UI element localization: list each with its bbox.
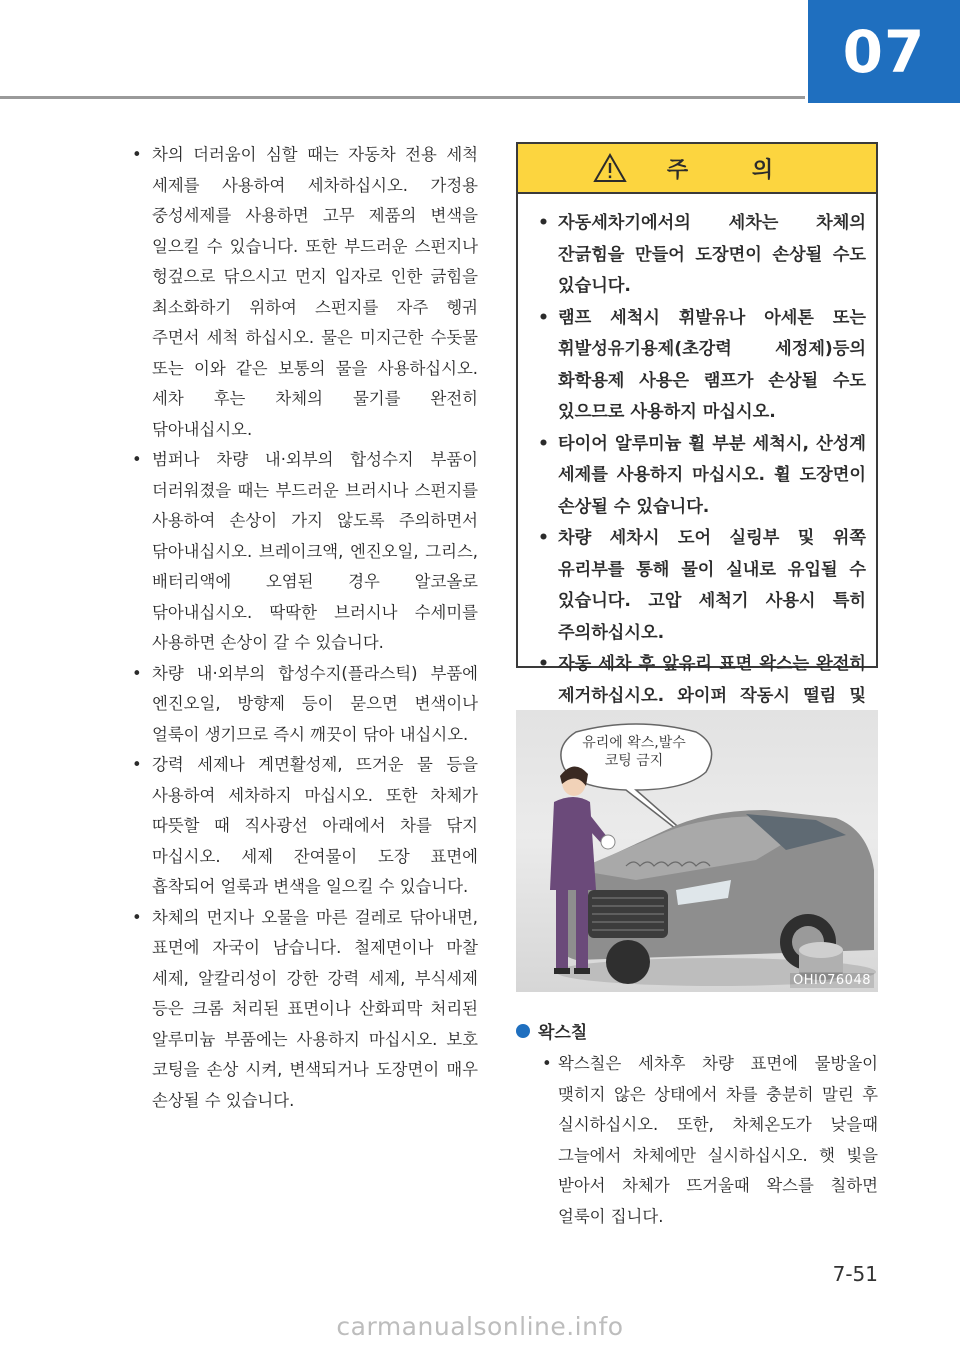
chapter-tab (808, 0, 960, 103)
warning-triangle-icon (593, 153, 627, 183)
list-item: • 자동 세차 후 앞유리 표면 왁스는 완전히 제거하십시오. 와이퍼 작동시 떨림 및 (532, 649, 866, 744)
list-item: • 타이어 알루미늄 휠 부분 세척시, 산성계 세제를 사용하지 마십시오. 휠 도장면이 손상될 수 있습니다. (532, 429, 866, 524)
list-item: • 범퍼나 차량 내·외부의 합성수지 부품이 더러워졌을 때는 부드러운 브러시나 스펀지를 사용하여 손상이 가지 않도록 주의하면서 닦아내십시오. 브레이크액, 엔진오일, 그리스, 배터리액에 오염된 경우 알코올로 닦아내십시오. 딱딱한 브러시나 수세미를 사용하면 손상이 갈 수 있습니다. (128, 445, 478, 659)
section-heading (516, 1018, 878, 1043)
chapter-number: 07 (842, 17, 926, 86)
bubble-line: 유리에 왁스,발수 (582, 735, 686, 751)
illustration-code: OHI076048 (790, 973, 874, 988)
bubble-line: 코팅 금지 (604, 753, 664, 769)
list-item: • 차의 더러움이 심할 때는 자동차 전용 세척 세제를 사용하여 세차하십시오. 가정용 중성세제를 사용하면 고무 제품의 변색을 일으킬 수 있습니다. 또한 부드러운 스펀지나 헝겊으로 닦으시고 먼지 입자로 인한 긁힘을 최소화하기 위하여 스펀지를 자주 헹궈 주면서 세척 하십시오. 물은 미지근한 수돗물 또는 이와 같은 보통의 물을 사용하십시오. 세차 후는 차체의 물기를 완전히 닦아내십시오. (128, 140, 478, 445)
speech-bubble-text (574, 734, 694, 770)
car-wheel (606, 940, 650, 984)
car-waxing-illustration (516, 710, 878, 992)
list-item: • 자동세차기에서의 세차는 차체의 잔긁힘을 만들어 도장면이 손상될 수도 있습니다. (532, 208, 866, 303)
header-rule (0, 96, 805, 99)
page-number: 7-51 (832, 1262, 878, 1286)
left-column (128, 140, 478, 1116)
care-instructions-list (128, 140, 478, 1116)
list-item: • 강력 세제나 계면활성제, 뜨거운 물 등을 사용하여 세차하지 마십시오. 또한 차체가 따뜻할 때 직사광선 아래에서 차를 닦지 마십시오. 세제 잔여물이 도장 표면에 흡착되어 얼룩과 변색을 일으킬 수 있습니다. (128, 750, 478, 903)
wax-list (516, 1049, 878, 1232)
list-item: • 차량 세차시 도어 실링부 및 위쪽 유리부를 통해 물이 실내로 유입될 수 있습니다. 고압 세척기 사용시 특히 주의하십시오. (532, 523, 866, 649)
section-heading-text: 왁스칠 (538, 1023, 588, 1043)
illustration-drawing (516, 710, 878, 992)
section-bullet-icon (516, 1024, 530, 1038)
caution-box (516, 142, 878, 706)
caution-title: 주 의 (666, 157, 802, 183)
watermark: carmanualsonline.info (336, 1312, 624, 1341)
list-item: • 램프 세척시 휘발유나 아세톤 또는 휘발성유기용제(초강력 세정제)등의 화학용제 사용은 램프가 손상될 수도 있으므로 사용하지 마십시오. (532, 303, 866, 429)
list-item: • 차체의 먼지나 오물을 마른 걸레로 닦아내면, 표면에 자국이 남습니다. 철제면이나 마찰 세제, 알칼리성이 강한 강력 세제, 부식세제 등은 크롬 처리된 표면이나 산화피막 처리된 알루미늄 부품에는 사용하지 마십시오. 보호 코팅을 손상 시켜, 변색되거나 도장면이 매우 손상될 수 있습니다. (128, 903, 478, 1117)
list-item: • 왁스칠은 세차후 차량 표면에 물방울이 맺히지 않은 상태에서 차를 충분히 말린 후 실시하십시오. 또한, 차체온도가 낮을때 그늘에서 차체에만 실시하십시오. 햇 빛을 받아서 차체가 뜨거울때 왁스를 칠하면 얼룩이 집니다. (538, 1049, 878, 1232)
list-item: • 차량 내·외부의 합성수지(플라스틱) 부품에 엔진오일, 방향제 등이 묻으면 변색이나 얼룩이 생기므로 즉시 깨끗이 닦아 내십시오. (128, 659, 478, 751)
wax-section (516, 1018, 878, 1232)
caution-header (518, 144, 876, 194)
caution-list (518, 194, 876, 744)
